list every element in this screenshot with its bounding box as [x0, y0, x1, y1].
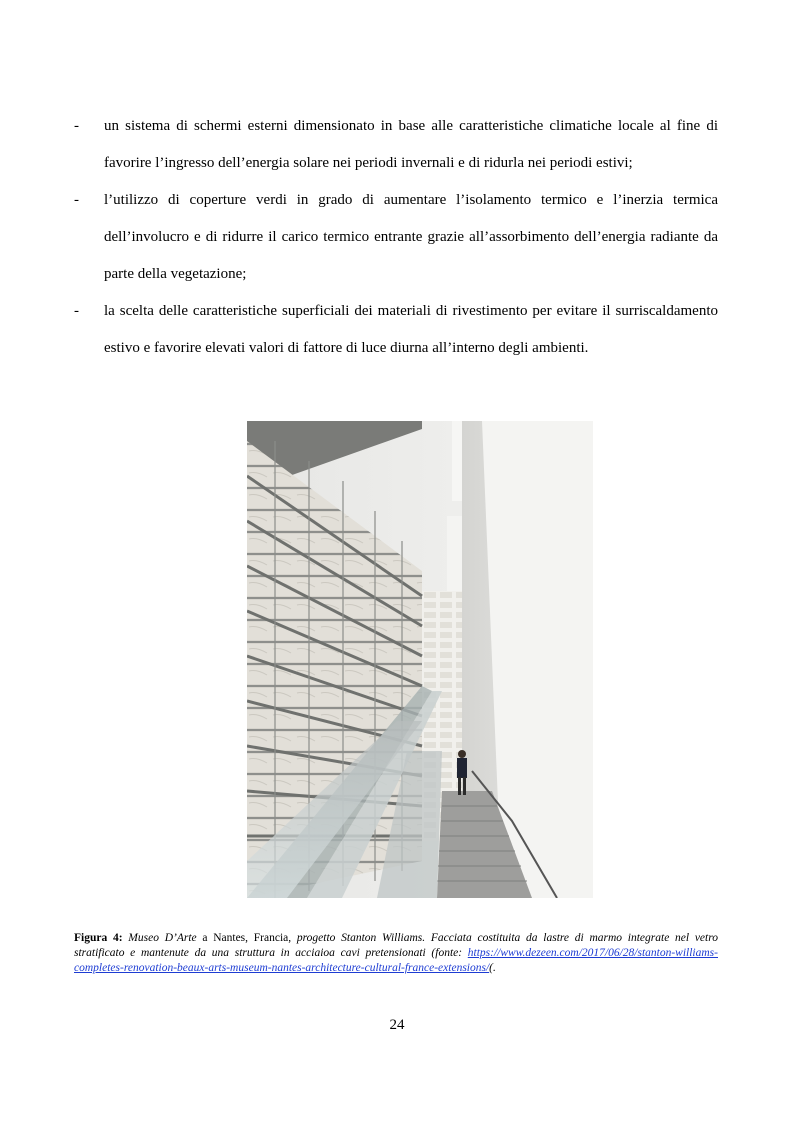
figure-caption [74, 931, 718, 976]
page-number: 24 [389, 1017, 405, 1033]
bullet-item [74, 108, 718, 182]
bullet-item [74, 293, 718, 367]
museum-facade-photo [247, 421, 593, 898]
bullet-dash: - [74, 118, 79, 134]
bullet-text: la scelta delle caratteristiche superficiali dei materiali di rivestimento per evitare il surriscaldamento estivo e favorire elevati valori di fattore di luce diurna all’interno degli ambienti. [104, 303, 718, 356]
figure-label: Figura 4: [74, 932, 123, 944]
bullet-text: un sistema di schermi esterni dimensionato in base alle caratteristiche climatiche locale al fine di favorire l’ingresso dell’energia solare nei periodi invernali e di ridurla nei periodi estivi; [104, 118, 718, 171]
source-link[interactable]: https://www.dezeen.com/2017/06/28/stanton-williams-completes-renovation-beaux-arts-museum-nantes-architecture-cultural-france-extensions/ [74, 947, 718, 974]
museum-name: Museo D’Arte [128, 932, 197, 944]
bullet-dash: - [74, 303, 79, 319]
figure-description: progetto Stanton Williams. Facciata costituita da lastre di marmo integrate nel vetro stratificato e mantenute da una struttura in acciaioa cavi pretensionati (fonte: [74, 932, 719, 959]
bullet-list [74, 108, 718, 367]
figure-place: a Nantes, Francia, [196, 932, 297, 944]
bullet-item [74, 182, 718, 293]
figure-tail: (. [489, 962, 496, 974]
bullet-text: l’utilizzo di coperture verdi in grado di aumentare l’isolamento termico e l’inerzia termica dell’involucro e di ridurre il carico termico entrante grazie all’assorbimento dell’energia radiante da parte della vegetazione; [104, 192, 718, 282]
bullet-dash: - [74, 192, 79, 208]
